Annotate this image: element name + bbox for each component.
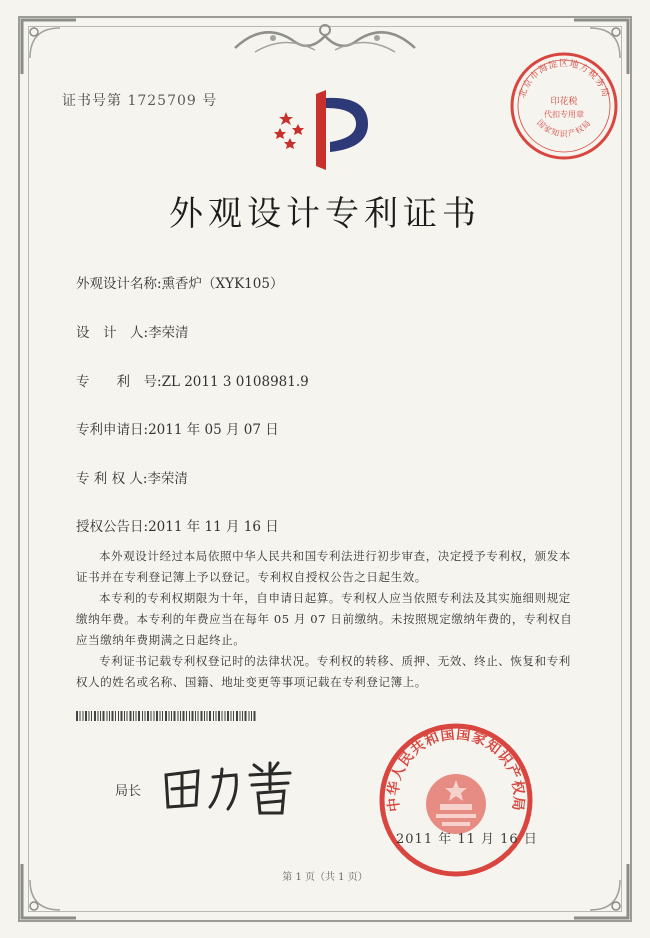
barcode-bar — [169, 711, 170, 721]
barcode-bar — [103, 711, 105, 721]
barcode-bar — [183, 711, 185, 721]
director-signature — [158, 755, 308, 817]
page-footer: 第 1 页（共 1 页） — [282, 872, 368, 883]
patentee-value: 李荣清 — [147, 471, 188, 487]
barcode-bar — [94, 711, 96, 721]
filing-date-label: 专利申请日: — [76, 422, 149, 438]
tax-stamp-bottom-text: 国家知识产权局 — [535, 118, 593, 139]
field-grant-date — [76, 515, 279, 535]
field-patent-number — [76, 370, 309, 390]
barcode-bar — [171, 711, 172, 721]
barcode-bar — [227, 711, 229, 721]
tax-stamp-seal — [508, 50, 620, 162]
top-scroll-ornament — [225, 18, 425, 62]
barcode-bar — [245, 711, 247, 721]
barcode-bar — [174, 711, 176, 721]
barcode-bar — [142, 711, 143, 721]
barcode-bar — [91, 711, 92, 721]
barcode-bar — [109, 711, 110, 721]
barcode-bar — [231, 711, 232, 721]
tax-stamp-line-2: 代扣专用章 — [544, 110, 584, 119]
design-name-label: 外观设计名称: — [76, 276, 162, 292]
barcode-bar — [154, 711, 155, 721]
barcode-bar — [115, 711, 116, 721]
design-name-value: 熏香炉（XYK105） — [161, 276, 284, 292]
barcode-bar — [151, 711, 152, 721]
corner-ornament-top-left — [20, 18, 78, 76]
barcode-bar — [160, 711, 161, 721]
barcode-bar — [178, 711, 179, 721]
certificate-number-label: 证书号第 — [62, 93, 122, 109]
body-paragraph: 专利证书记载专利权登记时的法律状况。专利权的转移、质押、无效、终止、恢复和专利权人的姓名或名称、国籍、地址变更等事项记载在专利登记簿上。 — [76, 654, 571, 689]
designer-value: 李荣清 — [148, 325, 189, 341]
barcode-bar — [218, 711, 220, 721]
barcode-bar — [83, 711, 84, 721]
certificate-title: 外观设计专利证书 — [169, 194, 481, 234]
barcode-bar — [89, 711, 90, 721]
svg-text:北京市海淀区地方税务局 — [516, 57, 611, 99]
barcode-bar — [98, 711, 99, 721]
barcode-bar — [192, 711, 194, 721]
filing-date-value: 2011 年 05 月 07 日 — [148, 422, 279, 438]
barcode-bar — [225, 711, 226, 721]
barcode-bar — [124, 711, 125, 721]
field-designer — [76, 321, 189, 341]
barcode-bar — [249, 711, 250, 721]
barcode-bar — [112, 711, 114, 721]
certificate-number-value: 1725709 — [127, 93, 197, 109]
certificate-number-suffix: 号 — [202, 93, 218, 109]
certificate-number — [62, 90, 217, 110]
barcode-bar — [204, 711, 205, 721]
barcode-bar — [213, 711, 214, 721]
barcode-bar — [145, 711, 146, 721]
barcode-bar — [251, 711, 252, 721]
barcode-bar — [85, 711, 87, 721]
barcode-bar — [165, 711, 167, 721]
grant-date-label: 授权公告日: — [76, 519, 149, 535]
barcode-bar — [80, 711, 81, 721]
barcode — [76, 711, 256, 721]
barcode-bar — [240, 711, 241, 721]
barcode-bar — [198, 711, 199, 721]
barcode-bar — [107, 711, 108, 721]
tax-stamp-line-1: 印花税 — [550, 97, 578, 107]
seal-date: 2011 年 11 月 16 日 — [396, 832, 538, 847]
official-seal — [378, 722, 534, 878]
certificate-body-text — [76, 546, 576, 693]
patent-number-value: ZL 2011 3 0108981.9 — [161, 374, 309, 390]
field-patentee — [76, 467, 188, 487]
body-paragraph: 本外观设计经过本局依照中华人民共和国专利法进行初步审查，决定授予专利权，颁发本证书并在专利登记簿上予以登记。专利权自授权公告之日起生效。 — [76, 549, 571, 584]
barcode-bar — [189, 711, 190, 721]
barcode-bar — [195, 711, 196, 721]
tax-stamp-ring-text: 北京市海淀区地方税务局 — [517, 59, 611, 100]
barcode-bar — [76, 711, 78, 721]
field-design-name — [76, 272, 283, 292]
barcode-bar — [236, 711, 238, 721]
barcode-bar — [233, 711, 234, 721]
field-filing-date — [76, 418, 279, 438]
barcode-bar — [133, 711, 134, 721]
svg-text:国家知识产权局 — [535, 118, 593, 138]
barcode-bar — [162, 711, 163, 721]
barcode-bar — [156, 711, 158, 721]
seal-ring-text: 中华人民共和国国家知识产权局 — [385, 726, 527, 813]
barcode-bar — [100, 711, 101, 721]
barcode-bar — [180, 711, 181, 721]
barcode-bar — [118, 711, 119, 721]
designer-label: 设 计 人: — [76, 325, 149, 341]
grant-date-value: 2011 年 11 月 16 日 — [148, 519, 279, 535]
barcode-bar — [216, 711, 217, 721]
barcode-bar — [186, 711, 187, 721]
barcode-bar — [121, 711, 123, 721]
barcode-bar — [207, 711, 208, 721]
barcode-bar — [201, 711, 203, 721]
barcode-bar — [222, 711, 223, 721]
barcode-bar — [127, 711, 128, 721]
barcode-bar — [209, 711, 211, 721]
sipo-logo-icon — [268, 86, 380, 174]
barcode-bar — [242, 711, 243, 721]
barcode-bar — [130, 711, 132, 721]
barcode-bar — [136, 711, 137, 721]
director-label: 局长 — [115, 784, 142, 799]
patentee-label: 专 利 权 人: — [76, 471, 148, 487]
body-paragraph: 本专利的专利权期限为十年，自申请日起算。专利权人应当依照专利法及其实施细则规定缴纳年费。本专利的年费应当在每年 05 月 07 日前缴纳。未按照规定缴纳年费的，专利权自应当缴纳年费期满之日起终止。 — [76, 591, 573, 647]
patent-number-label: 专 利 号: — [76, 374, 162, 390]
barcode-bar — [147, 711, 149, 721]
barcode-bar — [254, 711, 256, 721]
barcode-bar — [138, 711, 140, 721]
